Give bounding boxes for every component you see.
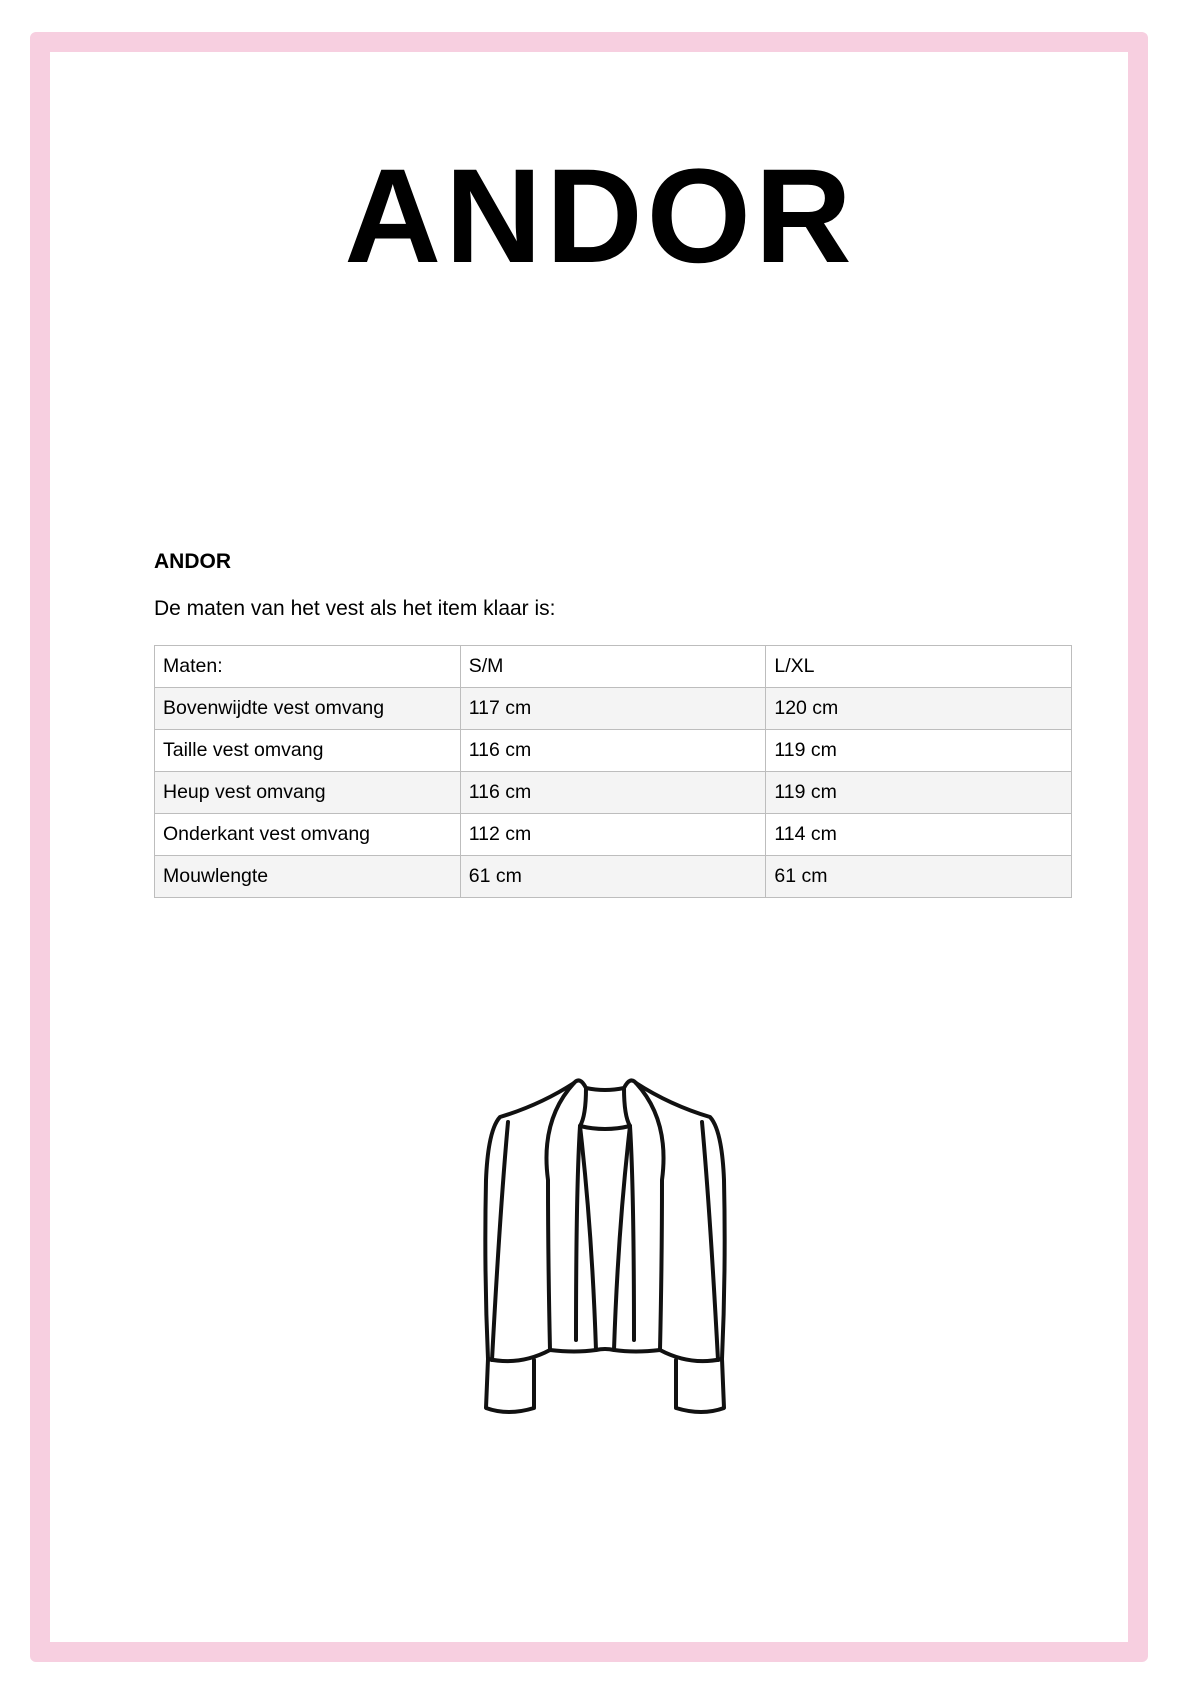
table-cell: Bovenwijdte vest omvang [155, 688, 461, 730]
table-cell: 117 cm [460, 688, 766, 730]
table-cell: 120 cm [766, 688, 1072, 730]
table-header-cell: S/M [460, 646, 766, 688]
table-cell: 119 cm [766, 730, 1072, 772]
table-cell: Taille vest omvang [155, 730, 461, 772]
table-cell: 112 cm [460, 814, 766, 856]
table-cell: 61 cm [460, 856, 766, 898]
table-cell: 119 cm [766, 772, 1072, 814]
table-cell: Onderkant vest omvang [155, 814, 461, 856]
section-title: ANDOR [154, 550, 231, 573]
table-cell: 114 cm [766, 814, 1072, 856]
table-cell: 116 cm [460, 772, 766, 814]
intro-text: De maten van het vest als het item klaar is: [154, 597, 556, 620]
size-table [154, 645, 1072, 898]
table-header-row [155, 646, 1072, 688]
table-header-cell: Maten: [155, 646, 461, 688]
table-cell: 116 cm [460, 730, 766, 772]
table-header-cell: L/XL [766, 646, 1072, 688]
table-cell: Heup vest omvang [155, 772, 461, 814]
table-cell: 61 cm [766, 856, 1072, 898]
page-title: ANDOR [344, 142, 856, 291]
table-row [155, 730, 1072, 772]
table-cell: Mouwlengte [155, 856, 461, 898]
table-row [155, 772, 1072, 814]
table-row [155, 814, 1072, 856]
cardigan-sketch-icon [480, 1070, 730, 1430]
table-row [155, 856, 1072, 898]
table-row [155, 688, 1072, 730]
